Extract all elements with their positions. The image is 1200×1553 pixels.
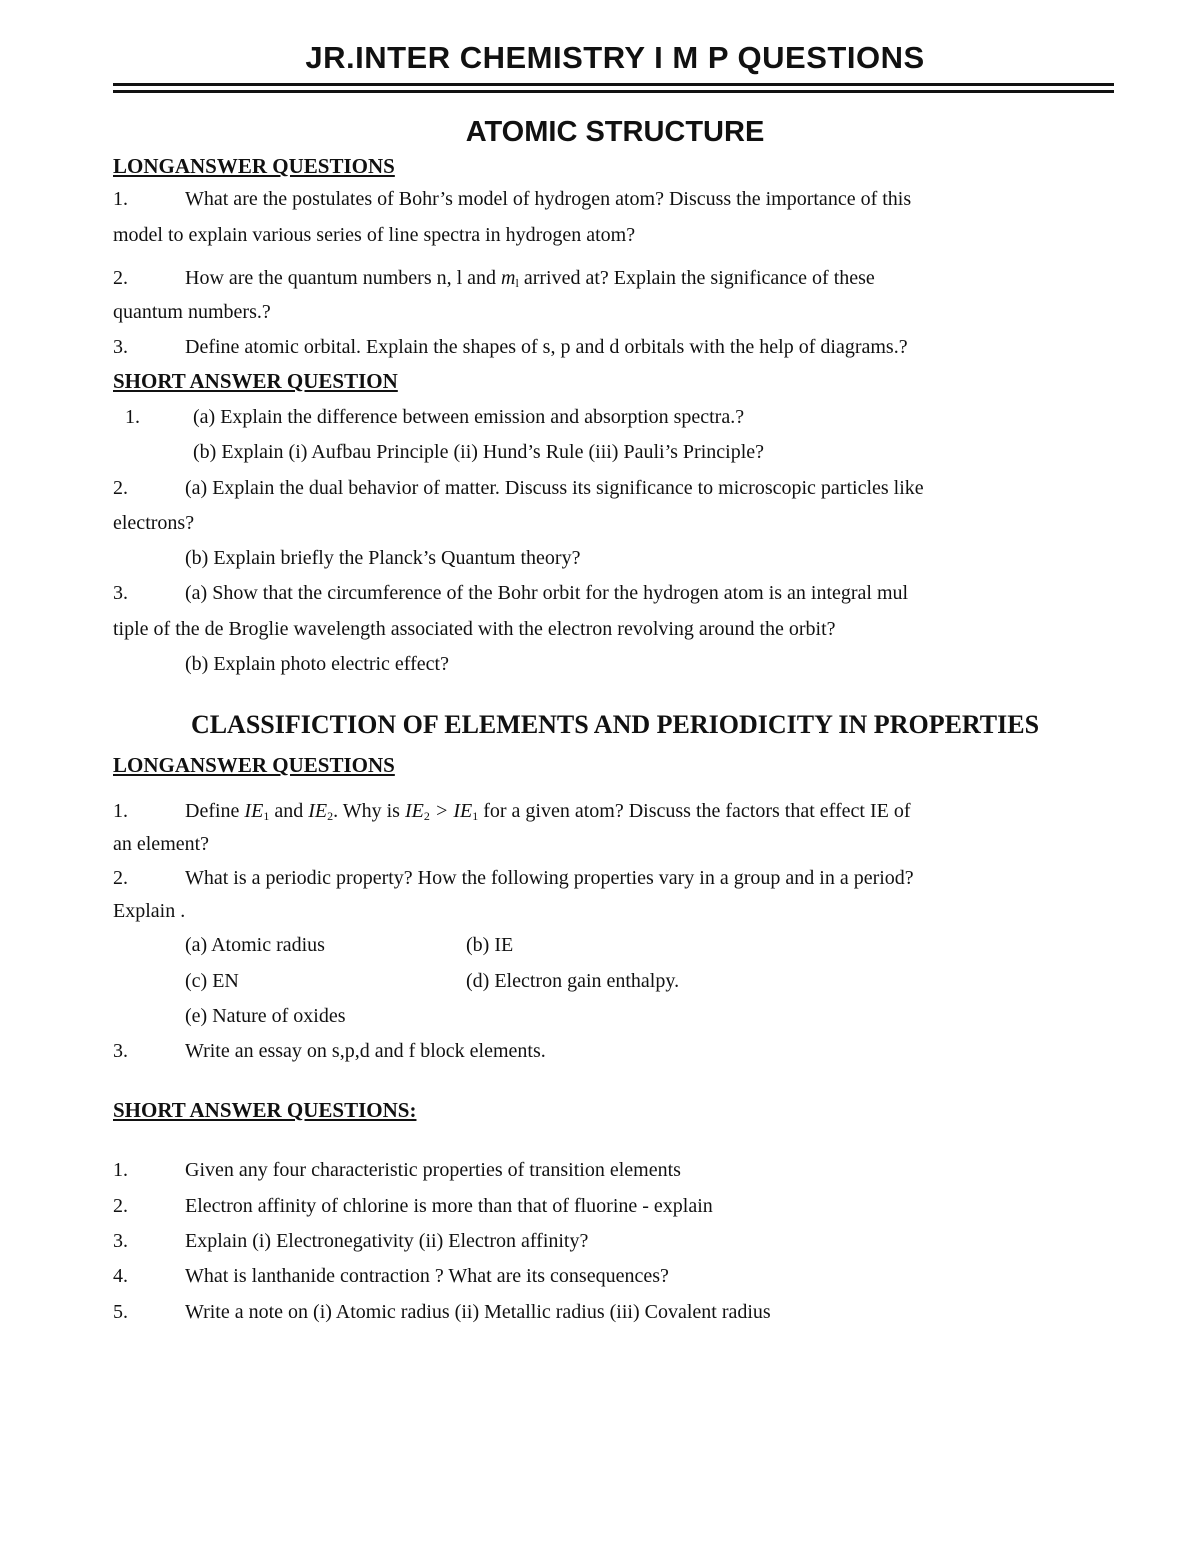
question-text-continued: an element? xyxy=(113,833,210,855)
option-item: (d) Electron gain enthalpy. xyxy=(466,970,680,992)
question-number: 2. xyxy=(113,867,128,889)
option-item: (c) EN xyxy=(185,970,239,992)
question-text: What are the postulates of Bohr’s model of hydrogen atom? Discuss the importance of this xyxy=(185,188,912,210)
question-part-b: (b) Explain briefly the Planck’s Quantum theory? xyxy=(185,547,581,569)
question-part-b: (b) Explain (i) Aufbau Principle (ii) Hund’s Rule (iii) Pauli’s Principle? xyxy=(193,441,765,463)
question-text-continued: model to explain various series of line spectra in hydrogen atom? xyxy=(113,224,636,246)
question-text-continued: tiple of the de Broglie wavelength associated with the electron revolving around the orbit? xyxy=(113,618,836,640)
question-text: How are the quantum numbers n, l and $m_l$ arrived at? Explain the significance of these xyxy=(185,267,875,290)
title-rule-top xyxy=(113,83,1114,86)
question-text: Define $IE_1$ and $IE_2$. Why is $IE_2 > IE_1$ for a given atom? Discuss the factors that effect IE of xyxy=(185,800,911,823)
question-number: 1. xyxy=(125,406,140,428)
section-title-periodicity: CLASSIFICTION OF ELEMENTS AND PERIODICITY IN PROPERTIES xyxy=(190,710,1040,739)
question-text: Define atomic orbital. Explain the shapes of s, p and d orbitals with the help of diagrams.? xyxy=(185,336,908,358)
page-title: JR.INTER CHEMISTRY I M P QUESTIONS xyxy=(305,40,925,75)
atomic-short-heading: SHORT ANSWER QUESTION xyxy=(113,369,398,393)
question-text: Electron affinity of chlorine is more than that of fluorine - explain xyxy=(185,1195,713,1217)
option-item: (a) Atomic radius xyxy=(185,934,325,956)
question-text: Given any four characteristic properties of transition elements xyxy=(185,1159,681,1181)
question-number: 1. xyxy=(113,1159,128,1181)
periodic-long-heading: LONGANSWER QUESTIONS xyxy=(113,753,395,777)
question-text: What is a periodic property? How the following properties vary in a group and in a period? xyxy=(185,867,914,889)
option-item: (b) IE xyxy=(466,934,514,956)
question-number: 2. xyxy=(113,477,128,499)
question-number: 3. xyxy=(113,1230,128,1252)
question-number: 1. xyxy=(113,188,128,210)
question-number: 2. xyxy=(113,267,128,289)
question-text: What is lanthanide contraction ? What are its consequences? xyxy=(185,1265,669,1287)
question-part-a: (a) Show that the circumference of the Bohr orbit for the hydrogen atom is an integral mul xyxy=(185,582,909,604)
question-text-continued: Explain . xyxy=(113,900,186,922)
question-text: Write an essay on s,p,d and f block elements. xyxy=(185,1040,546,1062)
question-number: 3. xyxy=(113,582,128,604)
question-text: Write a note on (i) Atomic radius (ii) Metallic radius (iii) Covalent radius xyxy=(185,1301,771,1323)
question-number: 5. xyxy=(113,1301,128,1323)
math-ml: $m_l$ xyxy=(501,267,519,290)
question-part-b: (b) Explain photo electric effect? xyxy=(185,653,449,675)
option-item: (e) Nature of oxides xyxy=(185,1005,346,1027)
math-ie2-gt-ie1: $IE_2 > IE_1$ xyxy=(404,800,479,823)
title-rule-bottom xyxy=(113,90,1114,93)
section-title-atomic-structure: ATOMIC STRUCTURE xyxy=(465,116,765,148)
question-text-continued: electrons? xyxy=(113,512,195,534)
question-number: 4. xyxy=(113,1265,128,1287)
question-part-a: (a) Explain the dual behavior of matter. Discuss its significance to microscopic particles like xyxy=(185,477,924,499)
question-number: 3. xyxy=(113,336,128,358)
atomic-long-heading: LONGANSWER QUESTIONS xyxy=(113,154,395,178)
question-text: Explain (i) Electronegativity (ii) Electron affinity? xyxy=(185,1230,589,1252)
question-number: 2. xyxy=(113,1195,128,1217)
periodic-short-heading: SHORT ANSWER QUESTIONS: xyxy=(113,1098,417,1122)
question-number: 1. xyxy=(113,800,128,822)
math-ie1: $IE_1$ xyxy=(244,800,270,823)
question-part-a: (a) Explain the difference between emission and absorption spectra.? xyxy=(193,406,745,428)
math-ie2: $IE_2$ xyxy=(308,800,334,823)
question-number: 3. xyxy=(113,1040,128,1062)
question-text-continued: quantum numbers.? xyxy=(113,301,271,323)
